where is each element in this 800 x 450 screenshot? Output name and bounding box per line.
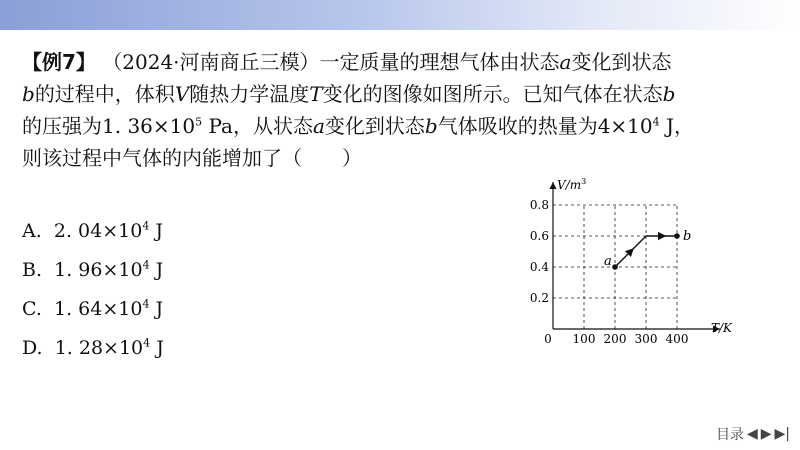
answer-options bbox=[22, 212, 164, 368]
question-text bbox=[22, 46, 782, 174]
slide-navigation bbox=[716, 424, 790, 444]
option-a[interactable] bbox=[22, 212, 164, 251]
y-tick-label: 0.2 bbox=[529, 291, 549, 305]
option-unit: J bbox=[155, 220, 163, 242]
option-letter: D. bbox=[22, 337, 43, 359]
q-text-9: 气体吸收的热量为4×10 bbox=[437, 114, 653, 138]
option-unit: J bbox=[155, 259, 164, 281]
q-text-4: 随热力学温度 bbox=[189, 82, 310, 106]
state-a-2: a bbox=[312, 114, 325, 138]
option-c[interactable] bbox=[22, 290, 164, 329]
v-t-graph bbox=[515, 172, 745, 352]
x-tick-label: 200 bbox=[603, 332, 627, 346]
option-exp: 4 bbox=[142, 297, 150, 311]
q-text-5: 变化的图像如图所示。已知气体在状态 bbox=[322, 82, 663, 106]
y-tick-label: 0.8 bbox=[529, 198, 549, 212]
data-series bbox=[604, 229, 691, 270]
option-value: 2. 04×10 bbox=[53, 220, 143, 242]
q-text-7: Pa，从状态 bbox=[202, 114, 313, 138]
top-banner bbox=[0, 0, 800, 30]
option-value: 1. 64×10 bbox=[54, 298, 143, 320]
y-tick-label: 0.4 bbox=[529, 260, 549, 274]
x-tick-label: 100 bbox=[572, 332, 596, 346]
y-axis-label: $V/m^3$ bbox=[557, 177, 587, 192]
option-exp: 4 bbox=[142, 258, 150, 272]
prev-icon[interactable]: ◀ bbox=[746, 426, 758, 442]
origin-label: 0 bbox=[544, 332, 552, 346]
state-b-2: b bbox=[662, 82, 676, 106]
x-tick-label: 400 bbox=[665, 332, 689, 346]
option-letter: B. bbox=[22, 259, 43, 281]
q-text-3: 的过程中，体积 bbox=[34, 82, 175, 106]
next-icon[interactable]: ▶ bbox=[760, 426, 772, 442]
var-t: T bbox=[309, 82, 323, 106]
option-unit: J bbox=[155, 298, 164, 320]
point-label-a: a bbox=[604, 254, 612, 269]
point-label-b: b bbox=[683, 229, 692, 244]
option-value: 1. 96×10 bbox=[54, 259, 143, 281]
option-letter: A. bbox=[22, 220, 42, 242]
q-text-8: 变化到状态 bbox=[324, 114, 425, 138]
state-a: a bbox=[559, 50, 572, 74]
point-b bbox=[674, 233, 680, 239]
q-text-10: J， bbox=[659, 114, 695, 138]
q-text-11: 则该过程中气体的内能增加了（ ） bbox=[22, 146, 362, 170]
var-v: V bbox=[174, 82, 190, 106]
menu-link[interactable]: 目录 bbox=[715, 427, 744, 443]
state-b: b bbox=[22, 82, 35, 106]
example-tag: 【例7】 bbox=[22, 50, 96, 74]
option-unit: J bbox=[156, 337, 164, 359]
option-value: 1. 28×10 bbox=[54, 337, 144, 359]
point-a bbox=[612, 264, 618, 270]
direction-arrow bbox=[629, 250, 632, 253]
option-letter: C. bbox=[22, 298, 42, 320]
option-exp: 4 bbox=[142, 219, 150, 233]
option-d[interactable] bbox=[22, 329, 164, 368]
tick-labels bbox=[529, 198, 692, 346]
x-axis-label: T/K bbox=[711, 321, 733, 335]
last-page-icon[interactable]: ▶| bbox=[774, 426, 790, 442]
x-tick-label: 300 bbox=[634, 332, 658, 346]
option-exp: 4 bbox=[143, 336, 151, 350]
exp-pressure: 5 bbox=[195, 115, 203, 129]
y-tick-label: 0.6 bbox=[529, 229, 549, 243]
q-text-2: 变化到状态 bbox=[571, 50, 672, 74]
q-text-6: 的压强为1. 36×10 bbox=[22, 114, 196, 138]
exp-heat: 4 bbox=[652, 115, 660, 129]
option-b[interactable] bbox=[22, 251, 164, 290]
q-text-1: （2024·河南商丘三模）一定质量的理想气体由状态 bbox=[102, 50, 560, 74]
state-b-3: b bbox=[424, 114, 438, 138]
